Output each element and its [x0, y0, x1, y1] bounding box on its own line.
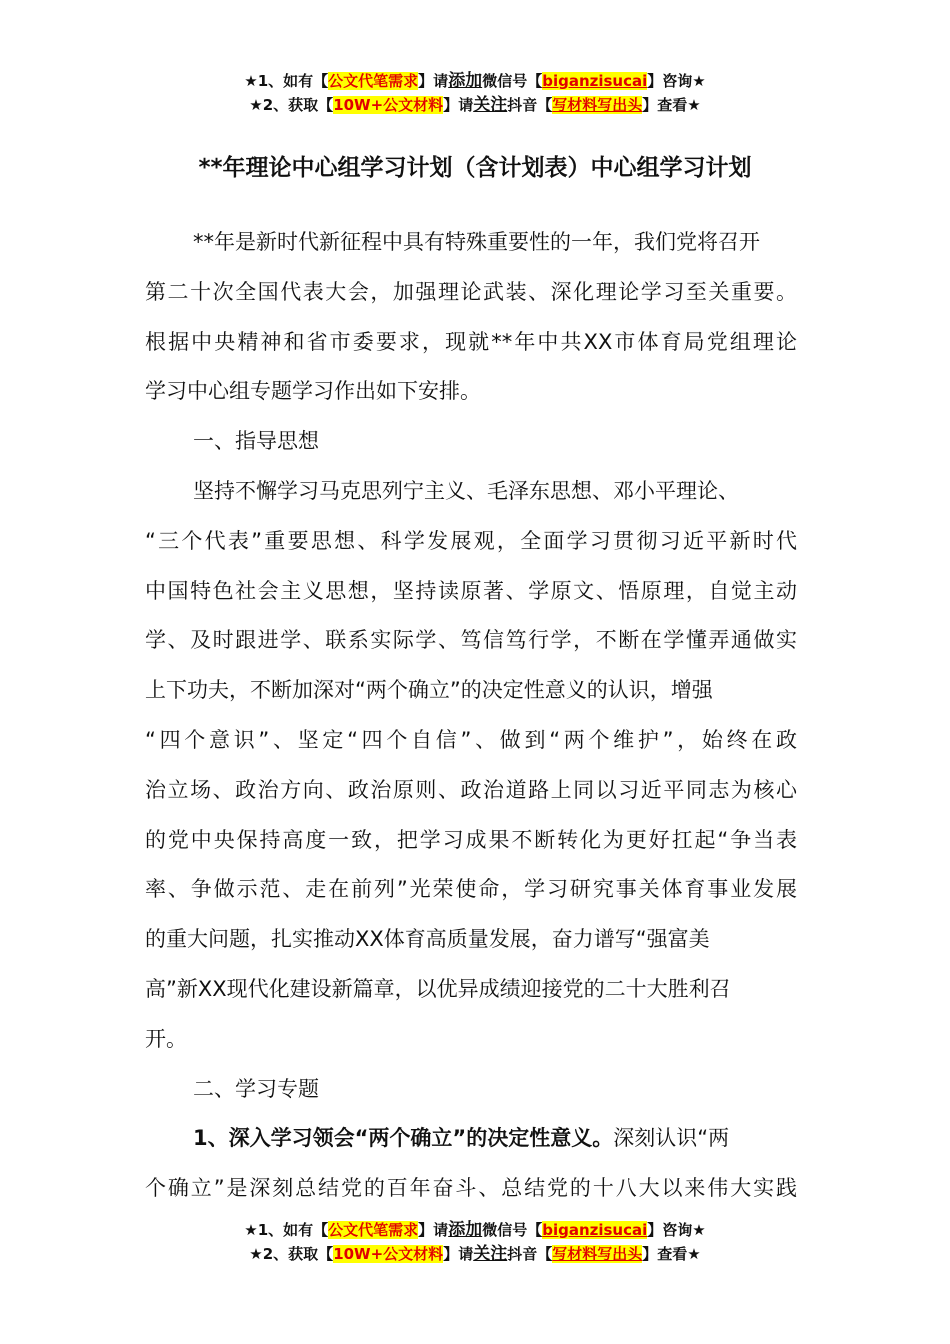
text-line: 个确立”是深刻总结党的百年奋斗、总结党的十八大以来伟大实践 — [145, 1176, 797, 1201]
promo-wechat-id: biganzisucai — [542, 1221, 648, 1239]
promo-highlight: 10W+公文材料 — [333, 96, 444, 114]
promo-underline: 关注 — [473, 1244, 508, 1264]
promo-text: 】请 — [443, 96, 474, 114]
promo-highlight: 公文代笔需求 — [328, 72, 419, 90]
text-line: 学习中心组专题学习作出如下安排。 — [145, 379, 481, 404]
text-line: 的重大问题，扎实推动XX体育高质量发展，奋力谱写“强富美 — [145, 927, 710, 952]
promo-text: ★1、如有【 — [244, 72, 329, 90]
text-line: 高”新XX现代化建设新篇章，以优异成绩迎接党的二十大胜利召 — [145, 976, 731, 1001]
promo-line-2 — [0, 1242, 950, 1266]
promo-underline: 添加 — [448, 71, 483, 91]
promo-text: 】咨询★ — [647, 72, 706, 90]
text-line: 根据中央精神和省市委要求，现就**年中共XX市体育局党组理论 — [145, 329, 797, 354]
promo-text: 】查看★ — [642, 96, 701, 114]
text-line — [145, 1118, 797, 1168]
promo-footer — [0, 1218, 950, 1266]
promo-text: ★2、获取【 — [249, 1245, 334, 1263]
promo-text: ★1、如有【 — [244, 1221, 329, 1239]
promo-text: ★2、获取【 — [249, 96, 334, 114]
promo-text: 】请 — [418, 72, 449, 90]
promo-text: 】请 — [418, 1221, 449, 1239]
text-line: 的党中央保持高度一致，把学习成果不断转化为更好扛起“争当表 — [145, 827, 797, 852]
promo-text: 抖音【 — [507, 96, 553, 114]
promo-highlight: 10W+公文材料 — [333, 1245, 444, 1263]
document-body — [145, 222, 797, 1218]
promo-text: 】查看★ — [642, 1245, 701, 1263]
text-line: 中国特色社会主义思想，坚持读原著、学原文、悟原理，自觉主动 — [145, 578, 797, 603]
promo-line-1 — [0, 1218, 950, 1242]
text-line: 治立场、政治方向、政治原则、政治道路上同以习近平同志为核心 — [145, 777, 797, 802]
section-heading: 一、指导思想 — [193, 429, 319, 454]
text-line: 学、及时跟进学、联系实际学、笃信笃行学，不断在学懂弄通做实 — [145, 628, 797, 653]
text-line: “四个意识”、坚定“四个自信”、做到“两个维护”，始终在政 — [145, 727, 797, 752]
text-line: “三个代表”重要思想、科学发展观，全面学习贯彻习近平新时代 — [145, 528, 797, 553]
promo-underline: 添加 — [448, 1220, 483, 1240]
document-title: **年理论中心组学习计划（含计划表）中心组学习计划 — [198, 155, 752, 181]
item-heading: 1、深入学习领会“两个确立”的决定性意义。 — [193, 1126, 614, 1151]
text-line: 率、争做示范、走在前列”光荣使命，学习研究事关体育事业发展 — [145, 877, 797, 902]
promo-text: 抖音【 — [507, 1245, 553, 1263]
promo-text: 微信号【 — [482, 1221, 543, 1239]
section-heading: 二、学习专题 — [193, 1076, 319, 1101]
item-text: 深刻认识“两 — [613, 1126, 730, 1151]
promo-douyin-id: 写材料写出头 — [552, 96, 643, 114]
promo-line-1 — [0, 69, 950, 93]
promo-header — [0, 69, 950, 117]
promo-text: 微信号【 — [482, 72, 543, 90]
promo-text: 】咨询★ — [647, 1221, 706, 1239]
promo-line-2 — [0, 93, 950, 117]
text-line: 开。 — [145, 1026, 187, 1051]
text-line: 第二十次全国代表大会，加强理论武装、深化理论学习至关重要。 — [145, 279, 797, 304]
promo-text: 】请 — [443, 1245, 474, 1263]
text-line: **年是新时代新征程中具有特殊重要性的一年，我们党将召开 — [193, 230, 760, 254]
text-line: 坚持不懈学习马克思列宁主义、毛泽东思想、邓小平理论、 — [193, 478, 739, 503]
promo-douyin-id: 写材料写出头 — [552, 1245, 643, 1263]
promo-underline: 关注 — [473, 95, 508, 115]
promo-highlight: 公文代笔需求 — [328, 1221, 419, 1239]
text-line: 上下功夫，不断加深对“两个确立”的决定性意义的认识，增强 — [145, 678, 713, 703]
promo-wechat-id: biganzisucai — [542, 72, 648, 90]
